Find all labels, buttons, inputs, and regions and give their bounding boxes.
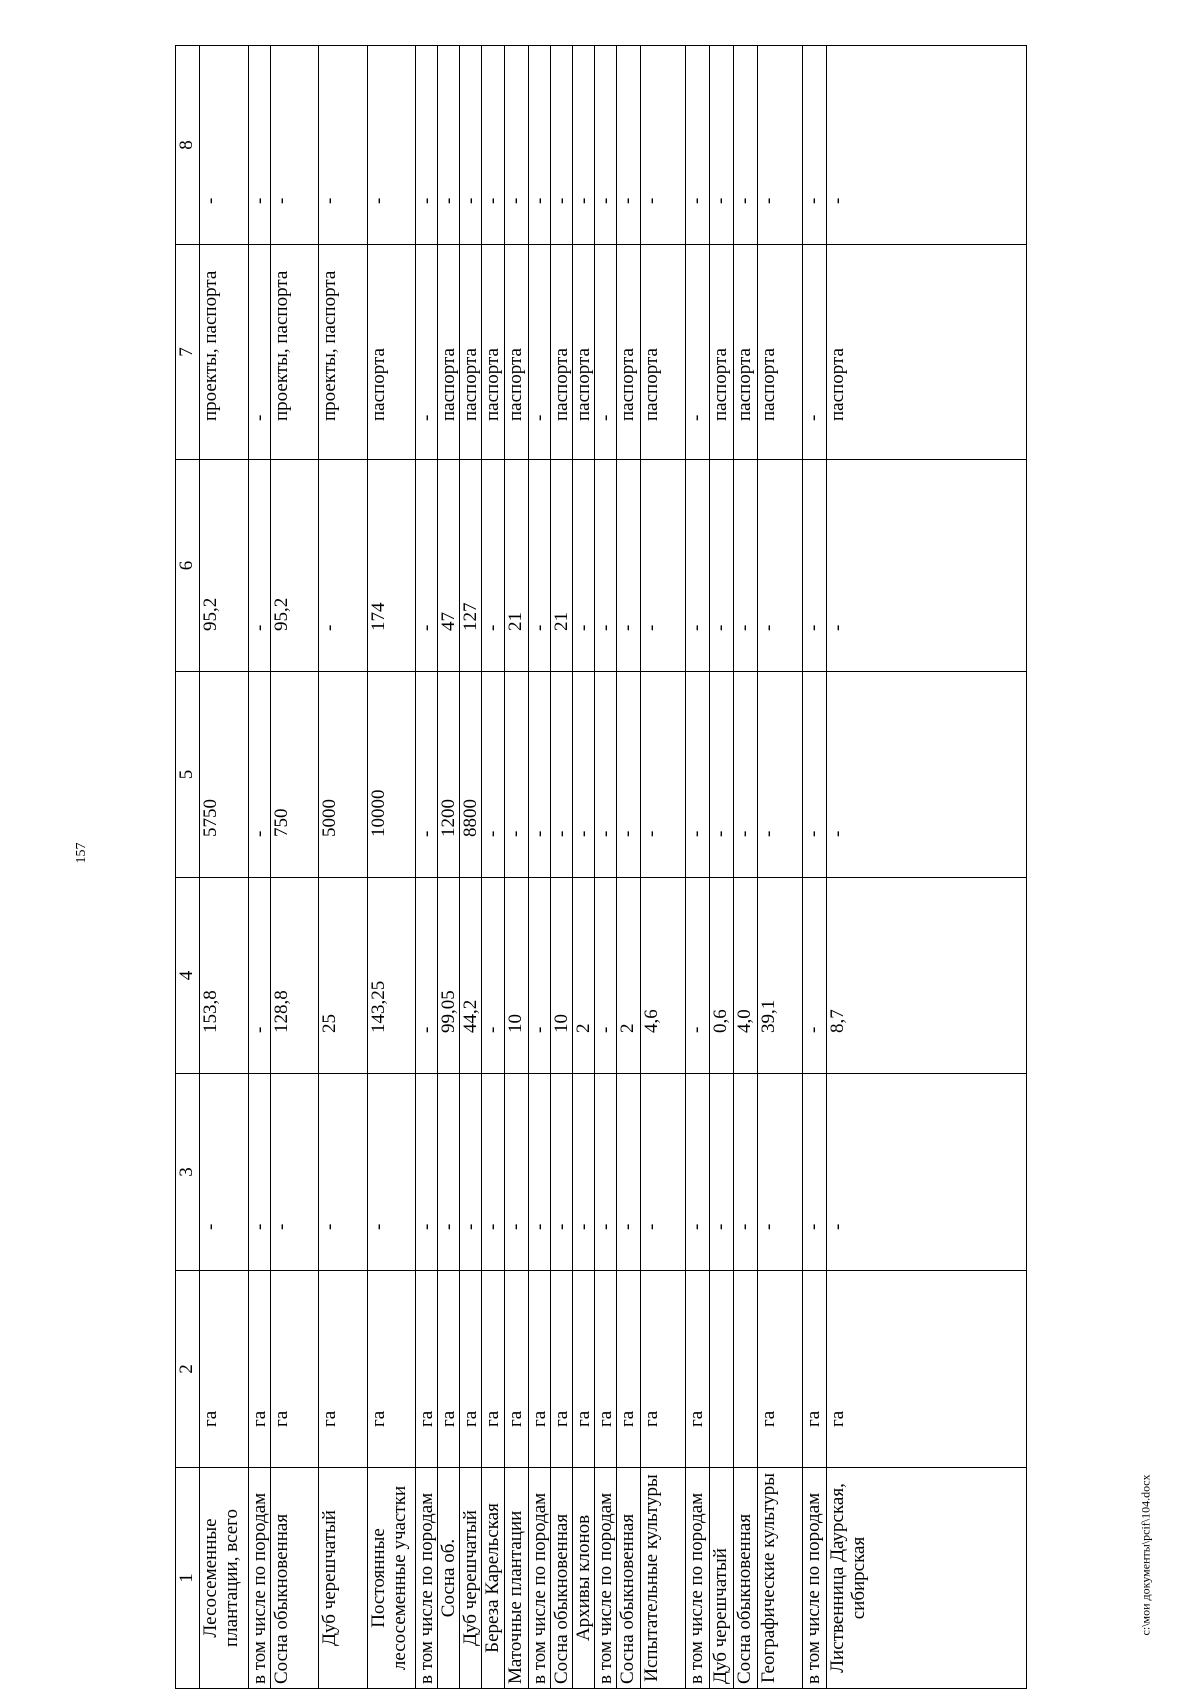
- table-cell: 0,6: [710, 878, 734, 1074]
- table-cell: -: [734, 46, 757, 245]
- table-cell: -: [415, 460, 437, 672]
- table-cell: га: [827, 1271, 1027, 1468]
- table-cell: га: [367, 1271, 415, 1468]
- table-row: [550, 46, 572, 1689]
- header-cell: 2: [176, 1271, 200, 1468]
- table-cell: 47: [438, 460, 460, 672]
- table-row: [686, 46, 710, 1689]
- table-cell: га: [482, 1271, 504, 1468]
- table-cell: -: [415, 1074, 437, 1271]
- table-cell: -: [482, 46, 504, 245]
- table-cell: проекты, паспорта: [319, 245, 367, 460]
- row-label-cell: Архивы клонов: [573, 1468, 595, 1689]
- table-cell: -: [415, 245, 437, 460]
- row-label-cell: в том числе по породам: [248, 1468, 270, 1689]
- table-cell: -: [802, 672, 826, 878]
- table-row: [640, 46, 685, 1689]
- table-cell: паспорта: [482, 245, 504, 460]
- footer-path: c:\мои документы\pcif\104.docx: [1138, 1474, 1153, 1636]
- table-cell: паспорта: [504, 245, 528, 460]
- table-cell: -: [573, 672, 595, 878]
- table-cell: -: [617, 460, 640, 672]
- table-cell: га: [686, 1271, 710, 1468]
- table-cell: -: [686, 672, 710, 878]
- table-cell: 99,05: [438, 878, 460, 1074]
- row-label-cell: Географические культуры: [757, 1468, 802, 1689]
- table-cell: -: [686, 460, 710, 672]
- table-cell: га: [319, 1271, 367, 1468]
- table-cell: -: [528, 460, 550, 672]
- table-cell: 44,2: [460, 878, 482, 1074]
- table-cell: -: [595, 245, 617, 460]
- table-cell: 1200: [438, 672, 460, 878]
- table-row: [595, 46, 617, 1689]
- table-cell: -: [528, 245, 550, 460]
- table-cell: -: [617, 46, 640, 245]
- table-cell: 143,25: [367, 878, 415, 1074]
- table-cell: га: [802, 1271, 826, 1468]
- table-cell: 153,8: [200, 878, 248, 1074]
- table-cell: 21: [550, 460, 572, 672]
- table-cell: 750: [270, 672, 318, 878]
- table-row: [367, 46, 415, 1689]
- table-cell: [710, 1271, 734, 1468]
- table-cell: 10: [504, 878, 528, 1074]
- table-cell: -: [573, 460, 595, 672]
- table-cell: -: [550, 46, 572, 245]
- table-row: [573, 46, 595, 1689]
- table-cell: 10: [550, 878, 572, 1074]
- table-cell: -: [270, 46, 318, 245]
- header-row: [176, 46, 200, 1689]
- table-cell: 8,7: [827, 878, 1027, 1074]
- row-label-cell: Дуб черешчатый: [319, 1468, 367, 1689]
- table-cell: -: [504, 46, 528, 245]
- table-row: [528, 46, 550, 1689]
- table-cell: -: [438, 1074, 460, 1271]
- table-row: [319, 46, 367, 1689]
- table-row: [734, 46, 757, 1689]
- header-cell: 7: [176, 245, 200, 460]
- table-cell: -: [482, 878, 504, 1074]
- table-cell: -: [710, 460, 734, 672]
- table-cell: -: [482, 1074, 504, 1271]
- table-cell: -: [248, 46, 270, 245]
- header-cell: 4: [176, 878, 200, 1074]
- table-cell: га: [617, 1271, 640, 1468]
- row-label-cell: Сосна обыкновенная: [617, 1468, 640, 1689]
- row-label-cell: Сосна обыкновенная: [550, 1468, 572, 1689]
- header-cell: 1: [176, 1468, 200, 1689]
- table-cell: га: [595, 1271, 617, 1468]
- table-row: [438, 46, 460, 1689]
- table-cell: -: [504, 672, 528, 878]
- table-cell: паспорта: [827, 245, 1027, 460]
- table-cell: [734, 1271, 757, 1468]
- table-cell: 21: [504, 460, 528, 672]
- table-cell: га: [640, 1271, 685, 1468]
- table-cell: -: [504, 1074, 528, 1271]
- table-cell: -: [319, 460, 367, 672]
- table-cell: -: [734, 1074, 757, 1271]
- table-cell: -: [319, 46, 367, 245]
- data-table: [175, 45, 1027, 1689]
- table-cell: 8800: [460, 672, 482, 878]
- table-cell: -: [595, 1074, 617, 1271]
- table-cell: га: [438, 1271, 460, 1468]
- table-cell: -: [710, 46, 734, 245]
- header-cell: 6: [176, 460, 200, 672]
- table-cell: -: [248, 460, 270, 672]
- table-cell: -: [757, 672, 802, 878]
- table-cell: -: [640, 46, 685, 245]
- table-row: [460, 46, 482, 1689]
- table-cell: -: [827, 46, 1027, 245]
- table-cell: -: [482, 460, 504, 672]
- table-cell: -: [686, 245, 710, 460]
- header-cell: 8: [176, 46, 200, 245]
- table-cell: га: [415, 1271, 437, 1468]
- table-cell: паспорта: [438, 245, 460, 460]
- table-cell: -: [686, 1074, 710, 1271]
- row-label-cell: Сосна об.: [438, 1468, 460, 1689]
- table-cell: -: [802, 245, 826, 460]
- table-row: [802, 46, 826, 1689]
- table-cell: -: [550, 672, 572, 878]
- table-cell: -: [528, 1074, 550, 1271]
- table-cell: -: [686, 878, 710, 1074]
- table-cell: -: [757, 460, 802, 672]
- table-cell: -: [367, 46, 415, 245]
- table-cell: га: [248, 1271, 270, 1468]
- table-cell: -: [200, 1074, 248, 1271]
- table-cell: -: [595, 46, 617, 245]
- table-cell: паспорта: [460, 245, 482, 460]
- table-cell: га: [200, 1271, 248, 1468]
- row-label-cell: Постоянные лесосеменные участки: [367, 1468, 415, 1689]
- table-cell: 5750: [200, 672, 248, 878]
- table-cell: паспорта: [367, 245, 415, 460]
- table-cell: проекты, паспорта: [200, 245, 248, 460]
- row-label-cell: Лесосеменные плантации, всего: [200, 1468, 248, 1689]
- table-cell: -: [550, 1074, 572, 1271]
- table-row: [757, 46, 802, 1689]
- table-cell: проекты, паспорта: [270, 245, 318, 460]
- rotated-table-container: [175, 46, 1027, 1689]
- table-cell: -: [640, 1074, 685, 1271]
- table-cell: 5000: [319, 672, 367, 878]
- table-cell: -: [482, 672, 504, 878]
- table-cell: га: [270, 1271, 318, 1468]
- table-cell: -: [757, 46, 802, 245]
- header-cell: 5: [176, 672, 200, 878]
- row-label-cell: в том числе по породам: [802, 1468, 826, 1689]
- table-cell: -: [248, 245, 270, 460]
- row-label-cell: в том числе по породам: [528, 1468, 550, 1689]
- table-cell: 2: [573, 878, 595, 1074]
- table-cell: -: [248, 672, 270, 878]
- header-cell: 3: [176, 1074, 200, 1271]
- table-row: [617, 46, 640, 1689]
- table-cell: -: [460, 46, 482, 245]
- table-cell: -: [802, 460, 826, 672]
- table-cell: -: [757, 1074, 802, 1271]
- table-cell: паспорта: [640, 245, 685, 460]
- table-cell: га: [528, 1271, 550, 1468]
- table-cell: -: [270, 1074, 318, 1271]
- table-cell: -: [573, 46, 595, 245]
- table-cell: 4,6: [640, 878, 685, 1074]
- table-cell: -: [734, 672, 757, 878]
- table-cell: 174: [367, 460, 415, 672]
- table-cell: -: [827, 460, 1027, 672]
- table-cell: -: [617, 1074, 640, 1271]
- table-cell: -: [802, 46, 826, 245]
- row-label-cell: Испытательные культуры: [640, 1468, 685, 1689]
- table-cell: паспорта: [573, 245, 595, 460]
- page-number: 157: [74, 842, 89, 864]
- table-cell: 95,2: [270, 460, 318, 672]
- table-cell: -: [415, 878, 437, 1074]
- table-cell: -: [367, 1074, 415, 1271]
- table-cell: -: [617, 672, 640, 878]
- row-label-cell: в том числе по породам: [686, 1468, 710, 1689]
- table-row: [248, 46, 270, 1689]
- table-cell: -: [710, 1074, 734, 1271]
- table-row: [827, 46, 1027, 1689]
- table-cell: га: [757, 1271, 802, 1468]
- table-cell: паспорта: [550, 245, 572, 460]
- table-cell: 4,0: [734, 878, 757, 1074]
- table-cell: -: [595, 878, 617, 1074]
- table-cell: 95,2: [200, 460, 248, 672]
- table-cell: паспорта: [710, 245, 734, 460]
- table-cell: -: [248, 1074, 270, 1271]
- table-cell: -: [415, 672, 437, 878]
- table-cell: 128,8: [270, 878, 318, 1074]
- row-label-cell: Береза Карельская: [482, 1468, 504, 1689]
- table-cell: паспорта: [734, 245, 757, 460]
- row-label-cell: в том числе по породам: [415, 1468, 437, 1689]
- table-cell: 2: [617, 878, 640, 1074]
- table-cell: 10000: [367, 672, 415, 878]
- row-label-cell: Лиственница Даурская, сибирская: [827, 1468, 1027, 1689]
- table-cell: га: [550, 1271, 572, 1468]
- table-cell: -: [827, 672, 1027, 878]
- table-row: [504, 46, 528, 1689]
- table-row: [200, 46, 248, 1689]
- table-row: [482, 46, 504, 1689]
- table-cell: -: [827, 1074, 1027, 1271]
- row-label-cell: Дуб черешчатый: [460, 1468, 482, 1689]
- table-cell: -: [710, 672, 734, 878]
- table-cell: 25: [319, 878, 367, 1074]
- table-cell: 127: [460, 460, 482, 672]
- table-cell: -: [319, 1074, 367, 1271]
- table-cell: -: [802, 1074, 826, 1271]
- table-cell: -: [460, 1074, 482, 1271]
- table-row: [270, 46, 318, 1689]
- table-cell: 39,1: [757, 878, 802, 1074]
- table-cell: -: [640, 460, 685, 672]
- table-row: [415, 46, 437, 1689]
- table-cell: га: [504, 1271, 528, 1468]
- table-cell: -: [734, 460, 757, 672]
- table-cell: -: [686, 46, 710, 245]
- table-row: [710, 46, 734, 1689]
- table-cell: -: [573, 1074, 595, 1271]
- table-cell: -: [802, 878, 826, 1074]
- table-cell: -: [200, 46, 248, 245]
- table-cell: -: [528, 878, 550, 1074]
- table-cell: га: [460, 1271, 482, 1468]
- row-label-cell: Сосна обыкновенная: [270, 1468, 318, 1689]
- table-cell: га: [573, 1271, 595, 1468]
- table-cell: -: [438, 46, 460, 245]
- row-label-cell: Сосна обыкновенная: [734, 1468, 757, 1689]
- table-cell: -: [528, 46, 550, 245]
- table-cell: -: [415, 46, 437, 245]
- table-cell: -: [640, 672, 685, 878]
- table-cell: паспорта: [617, 245, 640, 460]
- row-label-cell: Дуб черешчатый: [710, 1468, 734, 1689]
- table-cell: -: [248, 878, 270, 1074]
- row-label-cell: Маточные плантации: [504, 1468, 528, 1689]
- table-cell: паспорта: [757, 245, 802, 460]
- table-cell: -: [595, 672, 617, 878]
- table-cell: -: [528, 672, 550, 878]
- row-label-cell: в том числе по породам: [595, 1468, 617, 1689]
- table-cell: -: [595, 460, 617, 672]
